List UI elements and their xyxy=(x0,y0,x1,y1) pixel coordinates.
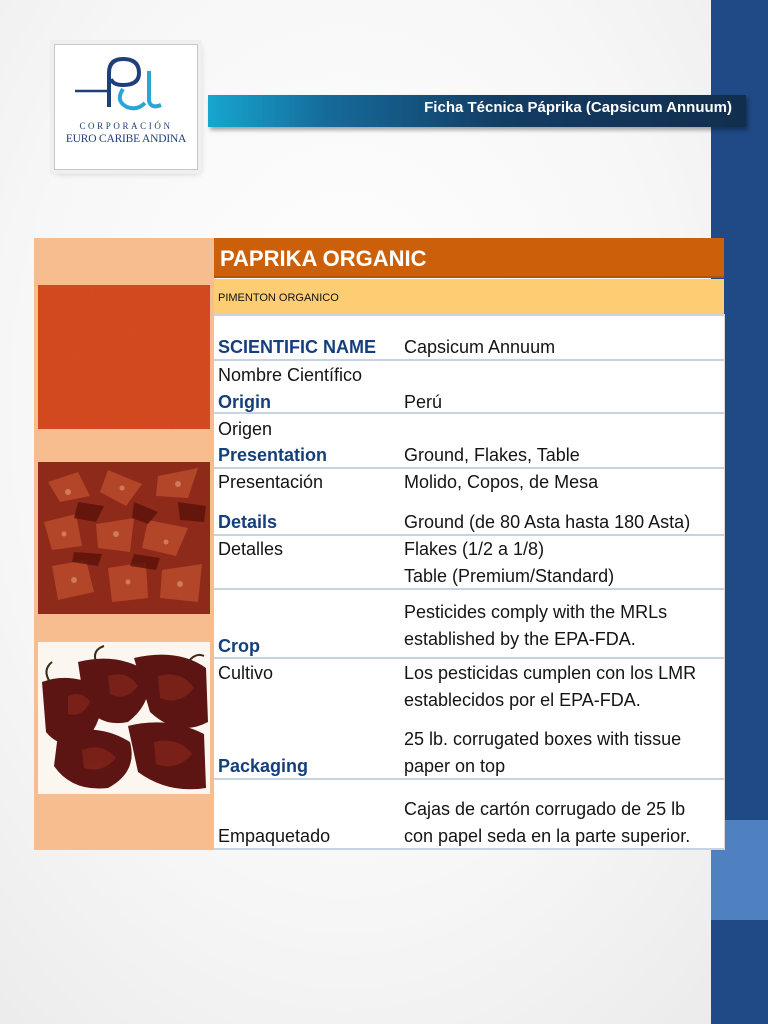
details-line: Table (Premium/Standard) xyxy=(404,566,615,586)
scientific-name-label: SCIENTIFIC NAME xyxy=(218,337,377,357)
product-subtitle: PIMENTON ORGANICO xyxy=(218,292,339,304)
details-line: Ground (de 80 Asta hasta 180 Asta) xyxy=(404,512,691,532)
title-banner xyxy=(208,95,746,127)
table-rule xyxy=(214,657,724,659)
company-logo xyxy=(54,44,198,170)
origin-label: Origin xyxy=(218,392,271,412)
details-label-es: Detalles xyxy=(218,539,284,559)
packaging-label: Packaging xyxy=(218,756,309,776)
details-line: Flakes (1/2 a 1/8) xyxy=(404,539,545,559)
table-rule xyxy=(214,314,724,316)
presentation-value: Ground, Flakes, Table xyxy=(404,445,580,465)
presentation-label: Presentation xyxy=(218,445,328,465)
scientific-name-value: Capsicum Annuum xyxy=(404,337,556,357)
crop-label-es: Cultivo xyxy=(218,663,274,683)
packaging-label-es: Empaquetado xyxy=(218,826,331,846)
page-title: Ficha Técnica Páprika (Capsicum Annuum) xyxy=(424,99,732,116)
packaging-line: 25 lb. corrugated boxes with tissue xyxy=(404,729,682,749)
logo-text-top: CORPORACIÓN xyxy=(79,121,173,131)
logo-text-bottom: EURO CARIBE ANDINA xyxy=(65,133,187,145)
paprika-powder-photo xyxy=(38,285,210,429)
packaging-line-es: Cajas de cartón corrugado de 25 lb xyxy=(404,799,686,819)
paprika-flakes-photo xyxy=(38,462,210,614)
origin-value: Perú xyxy=(404,392,443,412)
logo-mark-icon xyxy=(69,53,179,115)
details-label: Details xyxy=(218,512,278,532)
dried-peppers-photo xyxy=(38,642,210,794)
crop-line-es: establecidos por el EPA-FDA. xyxy=(404,690,641,710)
image-column xyxy=(34,238,214,850)
product-header xyxy=(214,238,724,278)
scientific-name-label-es: Nombre Científico xyxy=(218,365,363,385)
crop-line: established by the EPA-FDA. xyxy=(404,629,636,649)
crop-line-es: Los pesticidas cumplen con los LMR xyxy=(404,663,697,683)
spec-table xyxy=(214,314,725,850)
table-rule xyxy=(214,412,724,414)
crop-line: Pesticides comply with the MRLs xyxy=(404,602,668,622)
origin-label-es: Origen xyxy=(218,419,273,439)
product-name: PAPRIKA ORGANIC xyxy=(220,246,427,271)
packaging-line: paper on top xyxy=(404,756,506,776)
presentation-label-es: Presentación xyxy=(218,472,324,492)
packaging-line-es: con papel seda en la parte superior. xyxy=(404,826,691,846)
product-subheader xyxy=(214,279,724,314)
crop-label: Crop xyxy=(218,636,260,656)
presentation-value-es: Molido, Copos, de Mesa xyxy=(404,472,599,492)
